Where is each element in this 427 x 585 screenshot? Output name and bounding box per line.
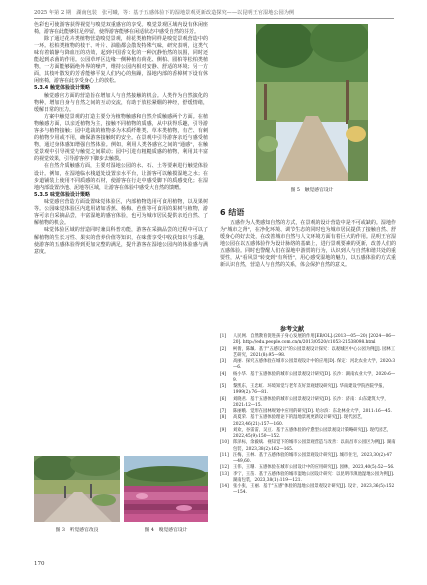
subsection-title-535: 5.3.5 味觉体验设计策略 [34, 191, 90, 198]
paragraph: 味觉感官营造方面设置味觉体验区，内部植物选用可食用植物，以及果树等。公园味觉体验区内选用诸如香蕉、杨梅、芭蕉等可食用的果树与植物，游客可亲自采摘品尝，丰富湿地的感官体验，也可为城市居民提供亲近自然、了解植物的机会。 [34, 199, 208, 227]
reference-item: [7] 陈丽娥．觉形在园林规划中应用的研究[D]. 哈尔滨：东北林业大学，2011:16—45. [220, 409, 392, 414]
figure-3-caption: 图 3 听觉感官改良 [55, 528, 99, 533]
figure-4-photo [124, 456, 208, 522]
paragraph: 方案中触觉景观的打造主要分为植物触感和自然介质触感两个方面。在植物触感方面，以亲近植物为主，接触不同植物的质感，从中获得乐趣，引导游客多与植物接触；园中选栽的植物多为木质纤维类、草本类植物，有芒、有刺的植物少用或不用，确保游客接触时的安全。在景观中引导游客亲近与感受植物，通过身体感知增强自然体验。例如，利用人类各感官之间的"通感"，在触觉景观中引导视觉与触觉之间联动；园中引进有粗糙质感的植物，利用其丰富的视觉效果，引导游客停下脚步去触摸。 [34, 114, 208, 163]
paragraph: 除了通过花卉类植物营造嗅觉景观，荷花类植物同样是嗅觉景观营造中的一环。松柏类植物的枝干、叶片、油脂都会散发特殊气味，研究表明，这类气味有着镇静与降血压的功效，起到中国香文化的一种沉静怡然的氛围，同时还能起到杀菌的作用。公园草坪区边缘一侧种植有荷花、侧柏、圆柏等松柏类植物，一方面能够隔绝外界的噪声，维持公园内相对安静、舒适的环境；另一方面，其枝叶散发的芳香能够平复人们内心的焦躁，湿地内部的香樟树下设有休闲座椅，游客在此享受身心上的放松。 [34, 36, 208, 85]
figure-5-photo [256, 24, 368, 181]
reference-item: [12] 王伟，王珊．五感体验在城市公园设计中的应用研究[J]. 园林，2023,40(5):52—56. [220, 465, 395, 471]
reference-item: [1] 人民网．自然教育促进孩子身心发展的作用[EB/OL].(2013—05—20) [2024—06—20]. http://edu.people.com.cn/n/2013/0520/c1053-21538098.html [220, 334, 396, 346]
paragraph: 五感作为人类感知自然的方式，在景观的设计营造中是不可或缺的。湿地作为"城市之肾"，在净化环境、调节生态的同时也为城市居民提供了接触自然、舒缓身心的好去处，在改善城市自然与人文环境方面有着巨大的作用。昆明王官湿地公园在以五感体验作为设计脉络的基础上，进行景观要素的更新，改善人们的五感体验。同时也警醒人们在湿地中游赏的行为，认识到人与自然和谐共处的重要性，从"看风景"转变到"有所悟"，用心感受湿地的魅力，以五感体验的方式重新认识自然，营造人与自然的关系，体会保护自然的意义。 [220, 220, 396, 269]
page-number: 170 [34, 561, 45, 567]
left-column [34, 22, 208, 256]
subsection-title-534: 5.3.4 触觉体验设计策略 [34, 85, 90, 92]
paragraph: 触觉感官方面的营造旨在增加人与自然接触的机会。人类作为自然演化的物种，增加自身与自然之间的互动交流，有助于放松紧绷的神经，舒缓情绪，缓解日常的压力。 [34, 93, 208, 114]
figure-4-caption: 图 4 嗅觉感官设计 [144, 528, 188, 533]
paragraph: 色彩也可使游客获得视觉与嗅觉双重感官的享受。嗅觉景观区域内设有休闲座椅，游客在此能够驻足停留，使得游客能够在闲适状态中感受自然的芬芳。 [34, 22, 208, 36]
right-column [220, 220, 396, 269]
references-title: 参考文献 [280, 326, 305, 333]
reference-item: [5] 黎凯东，王忠虹．环境知觉与老年友好景观建设研究[J]. 华南建设学院西院学报，1999(2):76—81. [220, 384, 387, 396]
reference-item: [13] 李宁，王苗．基于五感体验的城市湿地公园设计研究：以昆明市滇池湿地公园为例[J]. 湖南包装，2023,38(1):119—121. [220, 471, 395, 483]
figure-5-caption: 图 5 触觉感官设计 [290, 188, 334, 193]
reference-item: [9] 刘欢，谷雷雷，吴豆．基于五感体验的疗愈型公园景观设计策略研究[J]. 现代园艺，2022,45(9):150—152. [220, 427, 392, 439]
reference-item: [10] 郎泽标，余毅斌．视知觉下的城市公园景观营造与改善：以南昌市公园区为例[J]. 湖南包装，2023,38(2):162—165. [220, 440, 396, 452]
references-list [220, 334, 396, 497]
header-rule [34, 18, 394, 19]
section-title-conclusion: 6 结语 [220, 208, 245, 217]
running-header: 2025 年第 2 期 湖南包装 张可曦，等：基于五感体验下的湿地景观更新改造探究——以昆明王官湿地公园为例 [34, 10, 295, 16]
reference-item: [3] 高丽．探究五感体验在城市公园景观设计中的应用[D]. 保定：河北农业大学，2020:3—6. [220, 359, 396, 371]
reference-item: [14] 张小张，王丽．基于"五感"体验的湿地公园景观设计研究[J]. 设计，2023,36(5):152—154. [220, 484, 395, 496]
reference-item: [2] 柯倩，陈珮．基于"五感设计"的公园景观设计探究：以观城区中心公园为例[J]. 园林工艺研究，2021(8):95—98. [220, 346, 396, 358]
reference-item: [6] 刘晓君．基于五感体验的城市公园景观设计研究[D]. 长沙：济南：山东建筑大学，2021:12—15. [220, 396, 389, 408]
paragraph: 在自然介质触感方面，主要对湿地公园的水、石、土等要素进行触觉体验设计。例如，在湿地临水栈道处设置亲水平台，让游客可以触摸湿地之水；在步道铺装上使用不同质感的石材，使游客在行走中感受脚下的质感变化；在湿地内部设置沙池、泥地等区域，让游客在体验中感受大自然的馈赠。 [34, 163, 208, 191]
figure-3-photo [34, 456, 120, 522]
reference-item: [8] 高夏荣．基于五感体验理论下的湿地景观更新设计研究[J]. 现代园艺，2023,46(21):157—160. [220, 415, 366, 427]
reference-item: [4] 杨小华．基于五感体验的城市公园景观设计研究[D]. 长沙：湖南农业大学，2020:6—9. [220, 371, 396, 383]
reference-item: [11] 汪梅，王林．基于五感体验的城市公园景观设计研究[J]. 城市住宅，2023,30(2):47—49,60. [220, 452, 392, 464]
paragraph: 味觉体验区域的营造同时兼具科普功能，游客在采摘品尝的过程中可以了解植物的生长习性、果实的营养价值等知识，在味蕾享受中收获知识与乐趣，使游客的五感体验得到更加完整的满足，提升游客在湿地公园内的体验感与满意度。 [34, 227, 208, 255]
